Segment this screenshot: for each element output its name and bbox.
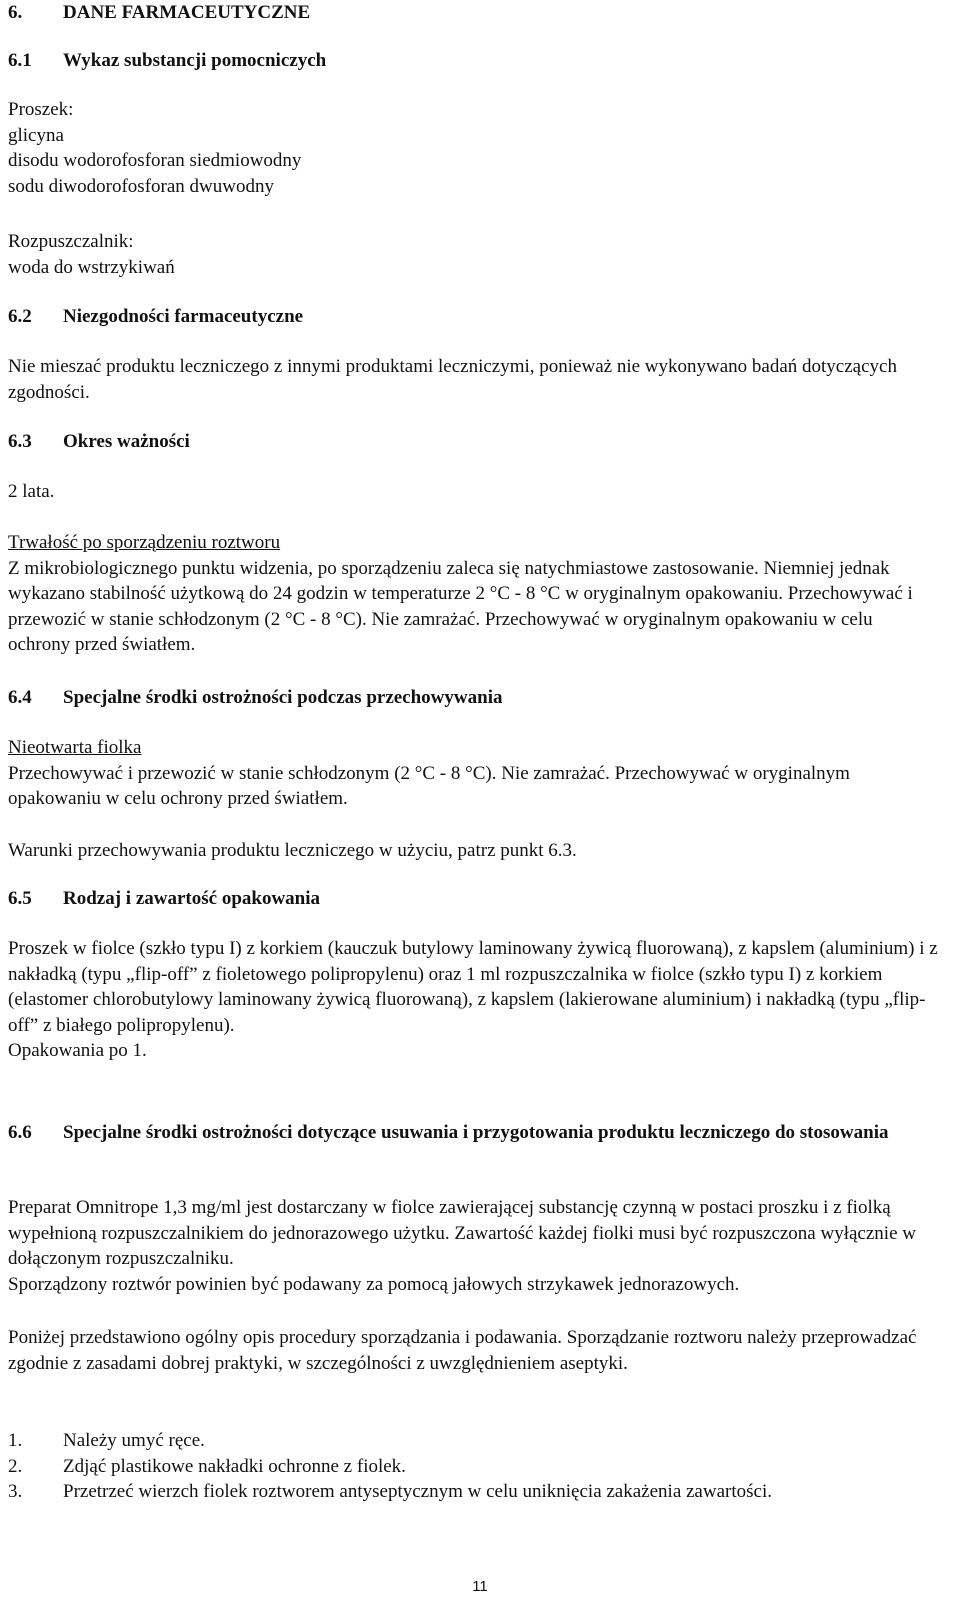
excipients-powder xyxy=(8,97,938,199)
container-text: Proszek w fiolce (szkło typu I) z korkiem (kauczuk butylowy laminowany żywicą fluorowaną), z kapslem (aluminium) i z nakładką (typu „flip-off” z fioletowego polipropylenu) oraz 1 ml rozpuszczalnika w fiolce (szkło typu I) z korkiem (elastomer chlorobutylowy laminowany żywicą fluorowaną), z kapslem (lakierowane aluminium) i nakładką (typu „flip-off” z białego polipropylenu). xyxy=(8,938,938,1036)
storage-unopened xyxy=(8,735,938,812)
section-title: DANE FARMACEUTYCZNE xyxy=(63,2,311,23)
section-title: Okres ważności xyxy=(63,431,190,452)
section-6-1-heading xyxy=(8,48,938,74)
section-number: 6. xyxy=(8,2,23,23)
section-6-3-heading xyxy=(8,429,938,455)
section-6-5-heading xyxy=(8,886,938,912)
shelf-life-value: 2 lata. xyxy=(8,481,55,502)
step-number: 3. xyxy=(8,1481,23,1503)
pack-size: Opakowania po 1. xyxy=(8,1040,147,1062)
list-item xyxy=(8,1454,938,1480)
solvent-item: woda do wstrzykiwań xyxy=(8,256,175,278)
section-number: 6.5 xyxy=(8,888,32,909)
step-number: 1. xyxy=(8,1430,23,1451)
page-number: 11 xyxy=(472,1578,488,1595)
section-number: 6.3 xyxy=(8,431,32,452)
reconstituted-stability xyxy=(8,530,938,658)
stability-text: Z mikrobiologicznego punktu widzenia, po sporządzeniu zaleca się natychmiastowe zastosowanie. Niemniej jednak wykazano stabilność użytkową do 24 godzin w temperaturze 2 °C - 8 °C w oryginalnym opakowaniu. Przechowywać i przewozić w stanie schłodzonym (2 °C - 8 °C). Nie zamrażać. Przechowywać w oryginalnym opakowaniu w celu ochrony przed światłem. xyxy=(8,557,913,656)
solvent-label: Rozpuszczalnik: xyxy=(8,231,134,252)
section-number: 6.4 xyxy=(8,687,32,708)
section-title: Rodzaj i zawartość opakowania xyxy=(63,888,321,909)
powder-label: Proszek: xyxy=(8,99,74,120)
step-text: Należy umyć ręce. xyxy=(63,1430,205,1451)
storage-text: Przechowywać i przewozić w stanie schłodzonym (2 °C - 8 °C). Nie zamrażać. Przechowywać w oryginalnym opakowaniu w celu ochrony przed światłem. xyxy=(8,762,850,810)
shelf-life xyxy=(8,479,938,505)
list-item xyxy=(8,1428,938,1454)
powder-item: glicyna xyxy=(8,124,64,146)
paragraph: Sporządzony roztwór powinien być podawany za pomocą jałowych strzykawek jednorazowych. xyxy=(8,1273,740,1295)
powder-item: disodu wodorofosforan siedmiowodny xyxy=(8,150,302,172)
section-title: Niezgodności farmaceutyczne xyxy=(63,306,304,327)
incompatibilities-text: Nie mieszać produktu leczniczego z innymi produktami leczniczymi, ponieważ nie wykonywano badań dotyczących zgodności. xyxy=(8,356,897,403)
section-6-6-heading xyxy=(8,1120,938,1146)
powder-item: sodu diwodorofosforan dwuwodny xyxy=(8,175,274,197)
step-text: Przetrzeć wierzch fiolek roztworem antyseptycznym w celu uniknięcia zakażenia zawartości. xyxy=(63,1481,772,1503)
section-number: 6.6 xyxy=(8,1122,32,1143)
list-item xyxy=(8,1479,938,1505)
section-title: Specjalne środki ostrożności podczas przechowywania xyxy=(63,687,503,708)
section-6-4-heading xyxy=(8,685,938,711)
step-number: 2. xyxy=(8,1455,23,1477)
disposal-intro xyxy=(8,1195,938,1297)
subheading: Trwałość po sporządzeniu roztworu xyxy=(8,532,281,553)
procedure-intro: Poniżej przedstawiono ogólny opis procedury sporządzania i podawania. Sporządzanie roztworu należy przeprowadzać zgodnie z zasadami dobrej praktyki, w szczególności z uwzględnieniem aseptyki. xyxy=(8,1327,917,1374)
section-6-heading xyxy=(8,0,938,26)
paragraph: Preparat Omnitrope 1,3 mg/ml jest dostarczany w fiolce zawierającej substancję czynną w postaci proszku i z fiolką wypełnioną rozpuszczalnikiem do jednorazowego użytku. Zawartość każdej fiolki musi być rozpuszczona wyłącznie w dołączonym rozpuszczalniku. xyxy=(8,1197,916,1270)
step-text: Zdjąć plastikowe nakładki ochronne z fiolek. xyxy=(63,1455,406,1477)
excipients-solvent xyxy=(8,229,938,280)
section-title: Specjalne środki ostrożności dotyczące usuwania i przygotowania produktu leczniczego do stosowania xyxy=(63,1122,889,1143)
section-number: 6.2 xyxy=(8,306,32,327)
section-number: 6.1 xyxy=(8,50,32,71)
storage-in-use-text: Warunki przechowywania produktu leczniczego w użyciu, patrz punkt 6.3. xyxy=(8,840,577,861)
subheading: Nieotwarta fiolka xyxy=(8,737,142,758)
procedure-steps xyxy=(8,1428,938,1505)
container-description xyxy=(8,936,938,1064)
section-6-2-heading xyxy=(8,304,938,330)
section-title: Wykaz substancji pomocniczych xyxy=(63,50,327,71)
